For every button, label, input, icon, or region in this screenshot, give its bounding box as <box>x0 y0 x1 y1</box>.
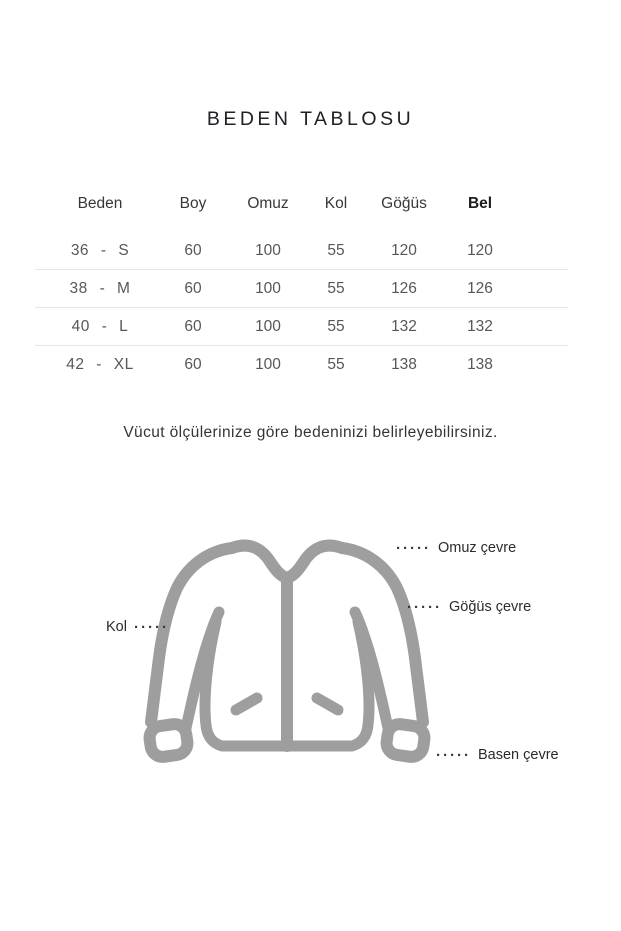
value-cell: 126 <box>467 279 493 297</box>
column-header-omuz: Omuz <box>247 195 289 212</box>
column-header-beden: Beden <box>77 195 123 212</box>
value-cell: 100 <box>255 241 281 259</box>
value-cell: 55 <box>327 241 345 259</box>
value-cell: 126 <box>391 279 417 297</box>
value-cell: 138 <box>391 355 417 373</box>
label-gogus-cevre <box>407 599 531 615</box>
label-text: Basen çevre <box>477 747 559 763</box>
value-cell: 138 <box>467 355 493 373</box>
value-cell: 55 <box>327 279 345 297</box>
value-cell: 100 <box>255 355 281 373</box>
size-table-header-row <box>35 184 568 224</box>
label-omuz-cevre <box>396 540 516 556</box>
column-header-bel: Bel <box>467 195 493 212</box>
label-kol <box>106 619 169 635</box>
size-guide-note: Vücut ölçülerinize göre bedeninizi belirleyebilirsiniz. <box>123 424 498 441</box>
label-text: Göğüs çevre <box>448 599 532 615</box>
measurement-diagram <box>0 442 621 931</box>
value-cell: 55 <box>327 317 345 335</box>
value-cell: 60 <box>184 355 202 373</box>
table-row <box>35 346 568 383</box>
table-row <box>35 232 568 270</box>
table-row <box>35 308 568 346</box>
table-row <box>35 270 568 308</box>
leader-dots: ····· <box>396 539 431 557</box>
value-cell: 60 <box>184 317 202 335</box>
column-header-kol: Kol <box>324 195 348 212</box>
size-cell: 40 - L <box>71 317 129 335</box>
size-table <box>35 184 568 383</box>
value-cell: 132 <box>467 317 493 335</box>
jacket-outline-icon <box>0 442 621 931</box>
label-text: Kol <box>106 619 127 635</box>
value-cell: 100 <box>255 279 281 297</box>
value-cell: 55 <box>327 355 345 373</box>
column-header-boy: Boy <box>179 195 207 212</box>
value-cell: 120 <box>467 241 493 259</box>
value-cell: 100 <box>255 317 281 335</box>
value-cell: 120 <box>391 241 417 259</box>
label-basen-cevre <box>436 747 559 763</box>
value-cell: 132 <box>391 317 417 335</box>
size-cell: 42 - XL <box>66 355 134 373</box>
page-title: BEDEN TABLOSU <box>206 108 415 130</box>
value-cell: 60 <box>184 241 202 259</box>
value-cell: 60 <box>184 279 202 297</box>
size-cell: 38 - M <box>69 279 131 297</box>
column-header-gogus: Göğüs <box>381 195 427 212</box>
leader-dots: ····· <box>133 618 169 636</box>
leader-dots: ····· <box>436 746 471 764</box>
size-cell: 36 - S <box>70 241 130 259</box>
label-text: Omuz çevre <box>437 540 517 556</box>
leader-dots: ····· <box>407 598 442 616</box>
